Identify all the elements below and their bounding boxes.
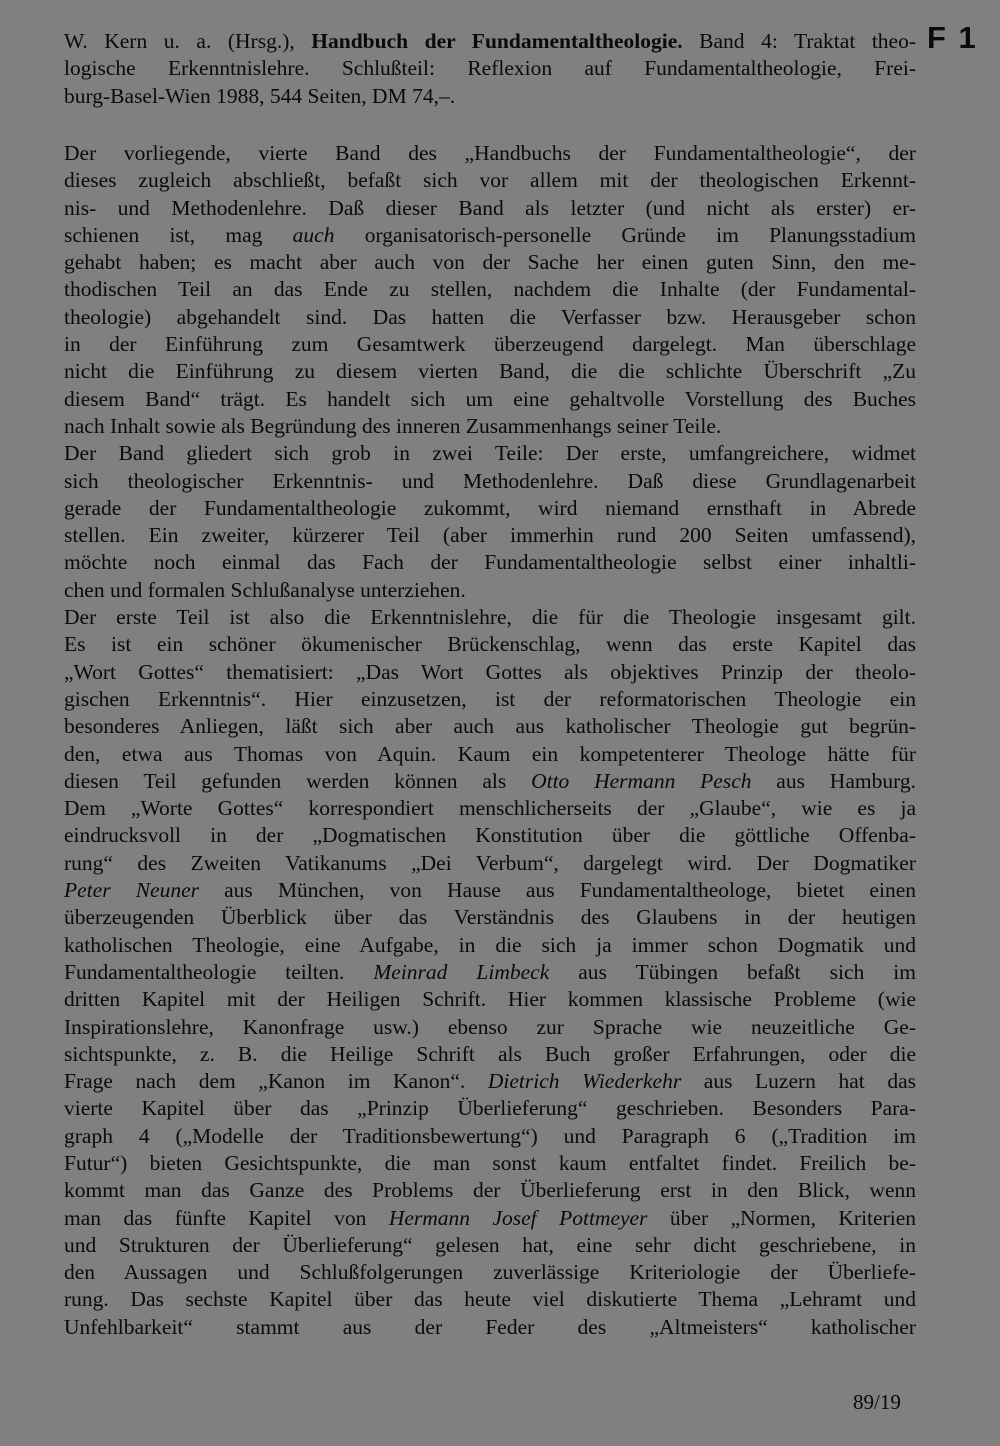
line-text: aus Tübingen befaßt sich im: [549, 959, 916, 984]
text-line: [64, 741, 916, 768]
text-line: [64, 1041, 916, 1068]
text-line: [64, 795, 916, 822]
line-text: aus Hamburg.: [751, 768, 916, 793]
header-text: burg-Basel-Wien 1988, 544 Seiten, DM 74,–.: [64, 83, 456, 108]
line-text: gehabt haben; es macht aber auch von der Sache her einen guten Sinn, den me-: [64, 250, 916, 275]
line-text: thodischen Teil an das Ende zu stellen, nachdem die Inhalte (der Fundamental-: [64, 277, 916, 302]
text-line: [64, 1177, 916, 1204]
text-line: [64, 495, 916, 522]
text-line: [64, 877, 916, 904]
line-text: schienen ist, mag: [64, 222, 293, 247]
header-line: [64, 28, 916, 55]
header-text: W. Kern u. a. (Hrsg.),: [64, 29, 312, 53]
line-text: möchte noch einmal das Fach der Fundamentaltheologie selbst einer inhaltli-: [64, 550, 916, 575]
line-text: gischen Erkenntnis“. Hier einzusetzen, ist der reformatorischen Theologie ein: [64, 686, 916, 711]
text-line: [64, 222, 916, 249]
line-text: stellen. Ein zweiter, kürzerer Teil (aber immerhin rund 200 Seiten umfassend),: [64, 523, 916, 548]
line-text: gerade der Fundamentaltheologie zukommt, wird niemand ernsthaft in Abrede: [64, 495, 916, 520]
author-name: Dietrich Wiederkehr: [487, 1069, 682, 1094]
line-text: Futur“) bieten Gesichtspunkte, die man sonst kaum entfaltet findet. Freilich be-: [64, 1150, 916, 1175]
header-text: logische Erkenntnislehre. Schlußteil: Reflexion auf Fundamentaltheologie, Frei-: [64, 56, 916, 81]
line-text: chen und formalen Schlußanalyse unterziehen.: [64, 577, 466, 602]
line-text: Unfehlbarkeit“ stammt aus der Feder des „Altmeisters“ katholischer: [64, 1314, 916, 1339]
line-text: besonderes Anliegen, läßt sich aber auch aus katholischer Theologie gut begrün-: [64, 714, 916, 739]
text-line: [64, 549, 916, 576]
text-line: [64, 577, 916, 604]
text-line: [64, 413, 916, 440]
review-body-text: [64, 140, 916, 1341]
text-line: [64, 1232, 916, 1259]
header-line: [64, 83, 916, 110]
text-line: [64, 358, 916, 385]
text-line: [64, 440, 916, 467]
line-text: den Aussagen und Schlußfolgerungen zuverlässige Kriteriologie der Überliefe-: [64, 1260, 916, 1285]
text-line: [64, 386, 916, 413]
text-line: [64, 686, 916, 713]
line-text: überzeugenden Überblick über das Verständnis des Glaubens in der heutigen: [64, 905, 916, 930]
line-text: nis- und Methodenlehre. Daß dieser Band als letzter (und nicht als erster) er-: [64, 195, 916, 220]
text-line: [64, 768, 916, 795]
text-line: [64, 631, 916, 658]
line-text: kommt man das Ganze des Problems der Überlieferung erst in den Blick, wenn: [64, 1178, 916, 1203]
line-text: dieses zugleich abschließt, befaßt sich vor allem mit der theologischen Erkennt-: [64, 168, 916, 193]
bibliographic-header: [64, 28, 916, 110]
line-text: organisatorisch-personelle Gründe im Planungsstadium: [334, 222, 916, 247]
book-title: Handbuch der Fundamentaltheologie.: [311, 29, 683, 53]
line-text: Fundamentaltheologie teilten.: [64, 959, 374, 984]
page-number: 89/19: [853, 1390, 901, 1414]
text-line: [64, 522, 916, 549]
line-text: in der Einführung zum Gesamtwerk überzeugend dargelegt. Man überschlage: [64, 332, 916, 357]
text-line: [64, 195, 916, 222]
line-text: katholischen Theologie, eine Aufgabe, in die sich ja immer schon Dogmatik und: [64, 932, 916, 957]
line-text: diesem Band“ trägt. Es handelt sich um eine gehaltvolle Vorstellung des Buches: [64, 386, 916, 411]
author-name: auch: [292, 222, 335, 247]
text-line: [64, 604, 916, 631]
line-text: Der vorliegende, vierte Band des „Handbuchs der Fundamentaltheologie“, der: [64, 141, 916, 165]
text-line: [64, 1068, 916, 1095]
line-text: nach Inhalt sowie als Begründung des inneren Zusammenhangs seiner Teile.: [64, 413, 722, 438]
text-line: [64, 304, 916, 331]
line-text: rung. Das sechste Kapitel über das heute viel diskutierte Thema „Lehramt und: [64, 1287, 916, 1312]
text-line: [64, 659, 916, 686]
text-line: [64, 850, 916, 877]
line-text: Es ist ein schöner ökumenischer Brückenschlag, wenn das erste Kapitel das: [64, 632, 916, 657]
text-line: [64, 1014, 916, 1041]
header-lines: [64, 28, 916, 110]
text-line: [64, 1150, 916, 1177]
author-name: Meinrad Limbeck: [373, 959, 550, 984]
text-line: [64, 468, 916, 495]
text-line: [64, 276, 916, 303]
text-line: [64, 904, 916, 931]
header-text: Band 4: Traktat theo-: [682, 29, 917, 53]
text-line: [64, 1286, 916, 1313]
author-name: Peter Neuner: [64, 878, 199, 903]
line-text: Frage nach dem „Kanon im Kanon“.: [64, 1069, 488, 1094]
line-text: graph 4 („Modelle der Traditionsbewertung“) und Paragraph 6 („Tradition im: [64, 1123, 916, 1148]
text-line: [64, 1205, 916, 1232]
text-line: [64, 140, 916, 167]
text-line: [64, 331, 916, 358]
text-line: [64, 1123, 916, 1150]
line-text: Inspirationslehre, Kanonfrage usw.) ebenso zur Sprache wie neuzeitliche Ge-: [64, 1014, 916, 1039]
text-line: [64, 959, 916, 986]
text-line: [64, 932, 916, 959]
text-line: [64, 1314, 916, 1341]
line-text: aus Luzern hat das: [681, 1069, 916, 1094]
line-text: und Strukturen der Überlieferung“ gelesen hat, eine sehr dicht geschriebene, in: [64, 1232, 916, 1257]
author-name: Otto Hermann Pesch: [531, 768, 752, 793]
line-text: Der erste Teil ist also die Erkenntnislehre, die für die Theologie insgesamt gilt.: [64, 605, 916, 630]
text-line: [64, 167, 916, 194]
header-line: [64, 55, 916, 82]
line-text: nicht die Einführung zu diesem vierten Band, die die schlichte Überschrift „Zu: [64, 359, 916, 384]
line-text: sichtspunkte, z. B. die Heilige Schrift als Buch großer Erfahrungen, oder die: [64, 1041, 916, 1066]
line-text: theologie) abgehandelt sind. Das hatten die Verfasser bzw. Herausgeber schon: [64, 304, 916, 329]
line-text: sich theologischer Erkenntnis- und Methodenlehre. Daß diese Grundlagenarbeit: [64, 468, 916, 493]
line-text: Der Band gliedert sich grob in zwei Teile: Der erste, umfangreichere, widmet: [64, 441, 916, 466]
author-name: Hermann Josef Pottmeyer: [388, 1205, 648, 1230]
text-line: [64, 986, 916, 1013]
line-text: aus München, von Hause aus Fundamentaltheologe, bietet einen: [199, 878, 916, 903]
text-line: [64, 713, 916, 740]
text-line: [64, 1095, 916, 1122]
line-text: über „Normen, Kriterien: [647, 1205, 916, 1230]
line-text: man das fünfte Kapitel von: [64, 1205, 389, 1230]
text-line: [64, 1259, 916, 1286]
line-text: vierte Kapitel über das „Prinzip Überlieferung“ geschrieben. Besonders Para-: [64, 1096, 916, 1121]
line-text: „Wort Gottes“ thematisiert: „Das Wort Gottes als objektives Prinzip der theolo-: [64, 659, 916, 684]
section-marker: F 1: [927, 20, 978, 55]
line-text: eindrucksvoll in der „Dogmatischen Konstitution über die göttliche Offenba-: [64, 823, 916, 848]
line-text: Dem „Worte Gottes“ korrespondiert menschlicherseits der „Glaube“, wie es ja: [64, 796, 916, 821]
line-text: diesen Teil gefunden werden können als: [64, 768, 532, 793]
text-line: [64, 822, 916, 849]
line-text: den, etwa aus Thomas von Aquin. Kaum ein kompetenterer Theologe hätte für: [64, 741, 916, 766]
line-text: rung“ des Zweiten Vatikanums „Dei Verbum“, dargelegt wird. Der Dogmatiker: [64, 850, 916, 875]
line-text: dritten Kapitel mit der Heiligen Schrift. Hier kommen klassische Probleme (wie: [64, 987, 916, 1012]
text-line: [64, 249, 916, 276]
